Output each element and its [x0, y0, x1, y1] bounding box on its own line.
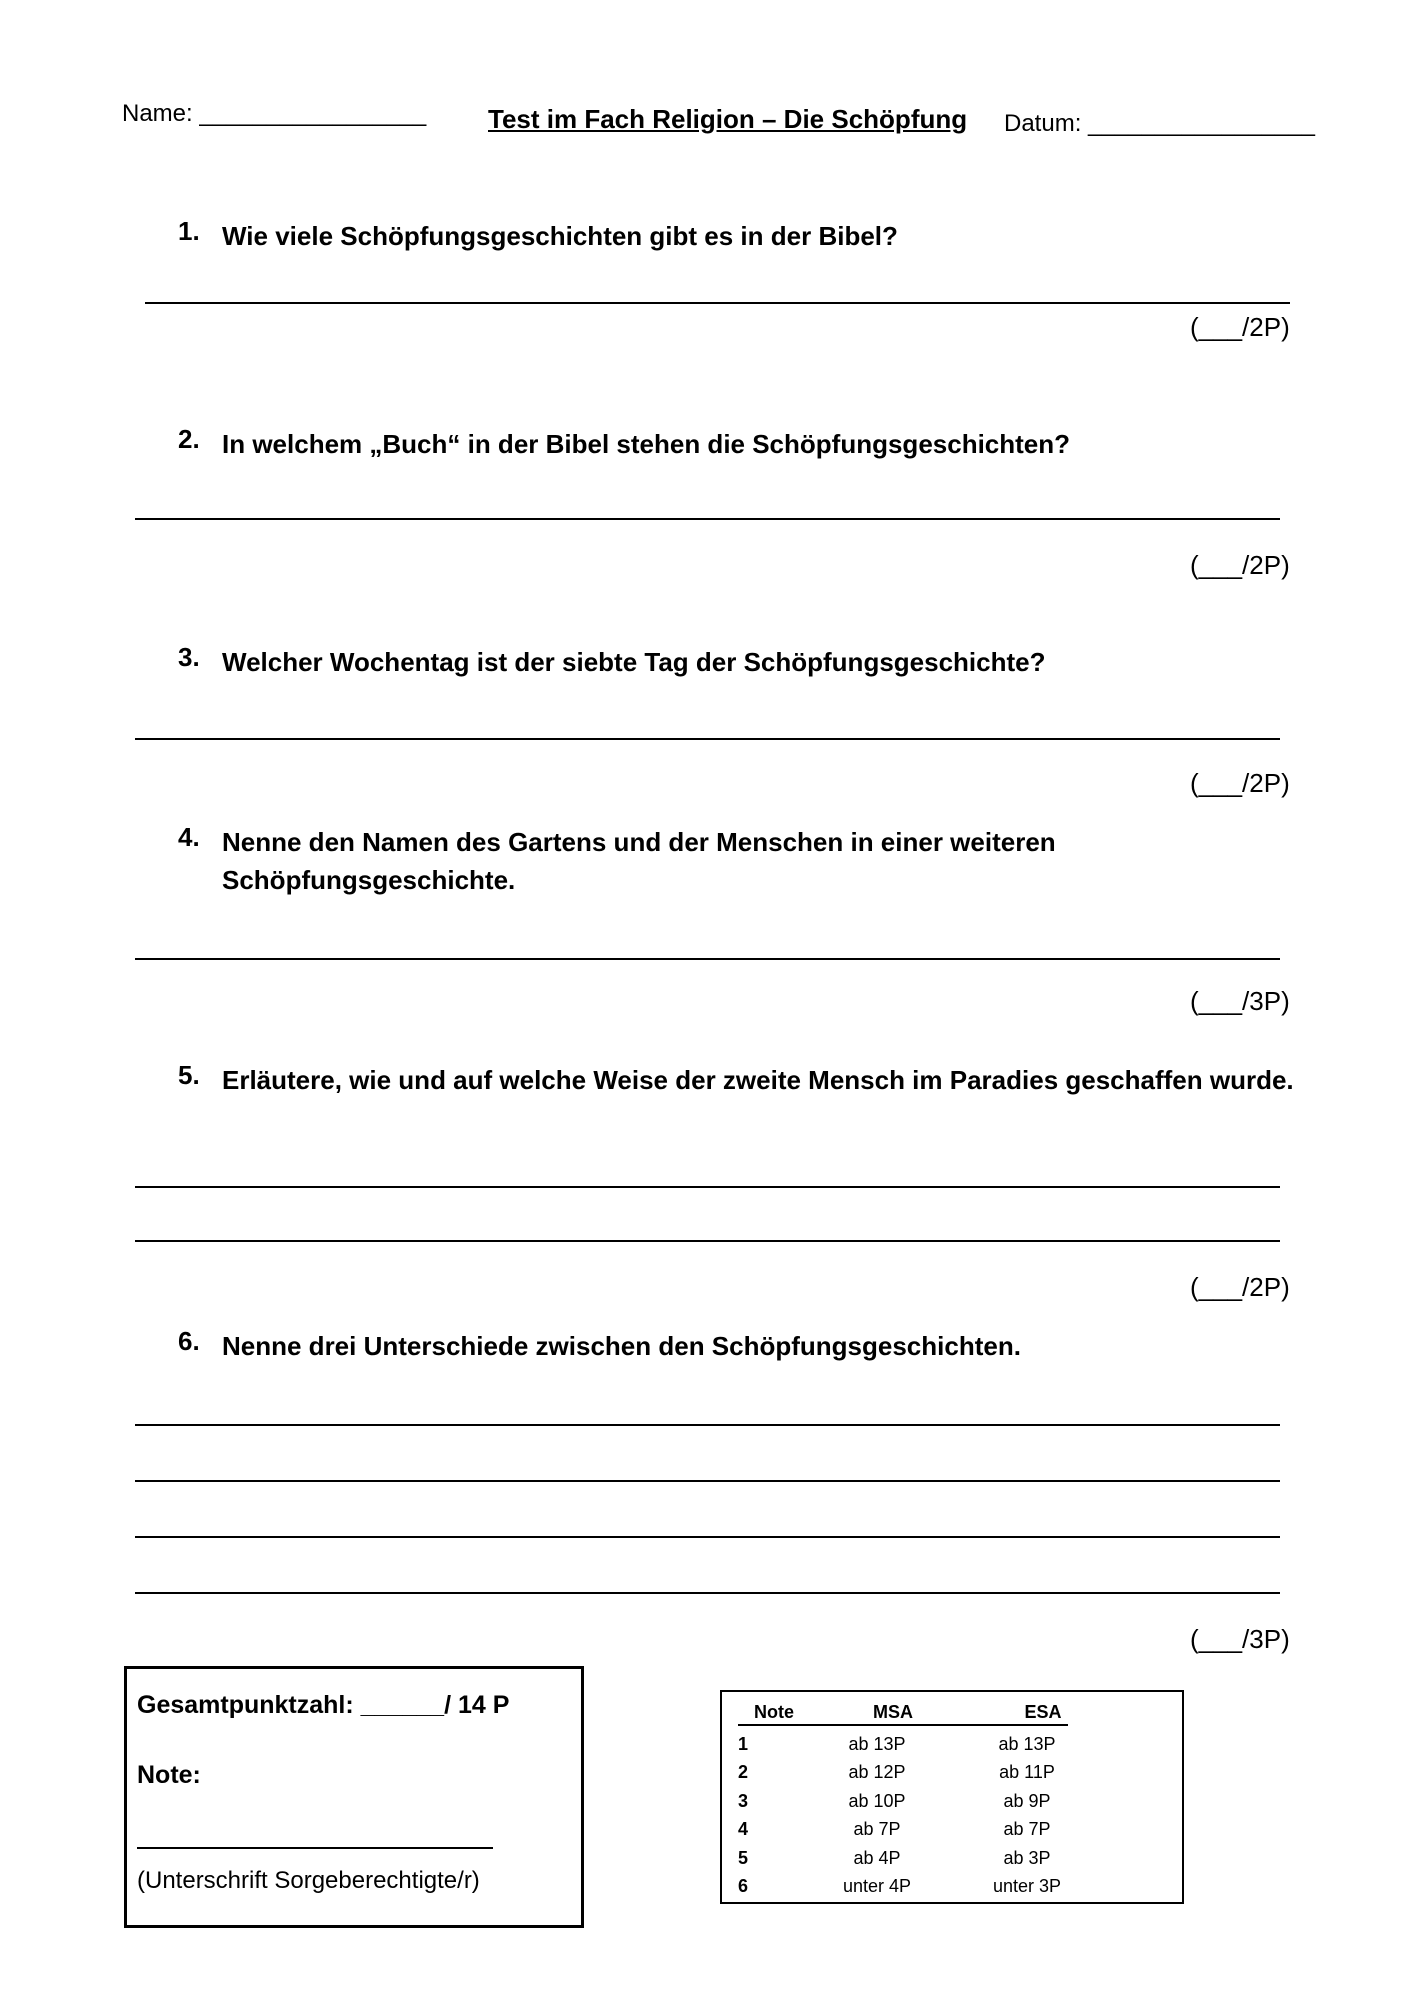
header-esa: ESA	[1024, 1702, 1062, 1722]
table-row	[722, 1819, 1182, 1843]
question-text-line-1: Nenne den Namen des Gartens und der Menschen in einer weiteren	[222, 827, 1056, 857]
name-field[interactable]: Name: _________________	[122, 100, 427, 127]
esa-cell: unter 3P	[992, 1876, 1062, 1896]
question-number: 1.	[178, 216, 200, 246]
question-number: 2.	[178, 424, 200, 454]
answer-line[interactable]	[135, 1186, 1280, 1188]
score-summary-box	[124, 1666, 584, 1928]
question-number: 5.	[178, 1060, 200, 1090]
answer-line[interactable]	[145, 302, 1290, 304]
esa-cell: ab 11P	[999, 1762, 1055, 1782]
msa-cell: ab 7P	[853, 1819, 901, 1839]
answer-line[interactable]	[135, 1536, 1280, 1538]
grade-cell: 4	[738, 1819, 749, 1839]
esa-cell: ab 7P	[1003, 1819, 1051, 1839]
grade-cell: 3	[738, 1791, 749, 1811]
esa-cell: ab 13P	[998, 1734, 1056, 1754]
esa-cell: ab 3P	[1003, 1848, 1051, 1868]
grade-cell: 2	[738, 1762, 749, 1782]
msa-cell: unter 4P	[842, 1876, 912, 1896]
header-msa: MSA	[873, 1702, 913, 1722]
esa-cell: ab 9P	[1003, 1791, 1051, 1811]
grade-label: Note:	[137, 1761, 201, 1789]
date-field[interactable]: Datum: _________________	[1004, 110, 1315, 137]
question-number: 6.	[178, 1326, 200, 1356]
grade-cell: 5	[738, 1848, 749, 1868]
points-field: (___/3P)	[1190, 1624, 1290, 1654]
msa-cell: ab 13P	[848, 1734, 906, 1754]
answer-line[interactable]	[135, 1240, 1280, 1242]
msa-cell: ab 10P	[848, 1791, 906, 1811]
question-text: Erläutere, wie und auf welche Weise der zweite Mensch im Paradies geschaffen wurde.	[222, 1065, 1294, 1095]
total-points-label: Gesamtpunktzahl: ______/ 14 P	[137, 1691, 510, 1719]
table-row	[722, 1848, 1182, 1872]
question-text: Wie viele Schöpfungsgeschichten gibt es in der Bibel?	[222, 221, 898, 251]
question-number: 3.	[178, 642, 200, 672]
question-text-line-2: Schöpfungsgeschichte.	[222, 865, 516, 895]
table-row	[722, 1734, 1182, 1758]
answer-line[interactable]	[135, 738, 1280, 740]
header-note: Note	[754, 1702, 794, 1722]
question-text: Welcher Wochentag ist der siebte Tag der Schöpfungsgeschichte?	[222, 647, 1046, 677]
question-number: 4.	[178, 822, 200, 852]
signature-label: (Unterschrift Sorgeberechtigte/r)	[137, 1867, 480, 1894]
points-field: (___/3P)	[1190, 986, 1290, 1016]
points-field: (___/2P)	[1190, 550, 1290, 580]
table-row	[722, 1791, 1182, 1815]
answer-line[interactable]	[135, 958, 1280, 960]
grade-table	[720, 1690, 1184, 1904]
grade-cell: 1	[738, 1734, 749, 1754]
grade-cell: 6	[738, 1876, 749, 1896]
points-field: (___/2P)	[1190, 312, 1290, 342]
signature-line[interactable]	[137, 1847, 493, 1849]
question-text: In welchem „Buch“ in der Bibel stehen die Schöpfungsgeschichten?	[222, 429, 1071, 459]
answer-line[interactable]	[135, 1480, 1280, 1482]
answer-line[interactable]	[135, 518, 1280, 520]
grade-table-header	[738, 1702, 1068, 1726]
points-field: (___/2P)	[1190, 1272, 1290, 1302]
msa-cell: ab 4P	[853, 1848, 901, 1868]
table-row	[722, 1762, 1182, 1786]
table-row	[722, 1876, 1182, 1900]
page-title: Test im Fach Religion – Die Schöpfung	[488, 104, 968, 134]
question-text: Nenne drei Unterschiede zwischen den Schöpfungsgeschichten.	[222, 1331, 1021, 1361]
msa-cell: ab 12P	[848, 1762, 906, 1782]
answer-line[interactable]	[135, 1592, 1280, 1594]
answer-line[interactable]	[135, 1424, 1280, 1426]
points-field: (___/2P)	[1190, 768, 1290, 798]
